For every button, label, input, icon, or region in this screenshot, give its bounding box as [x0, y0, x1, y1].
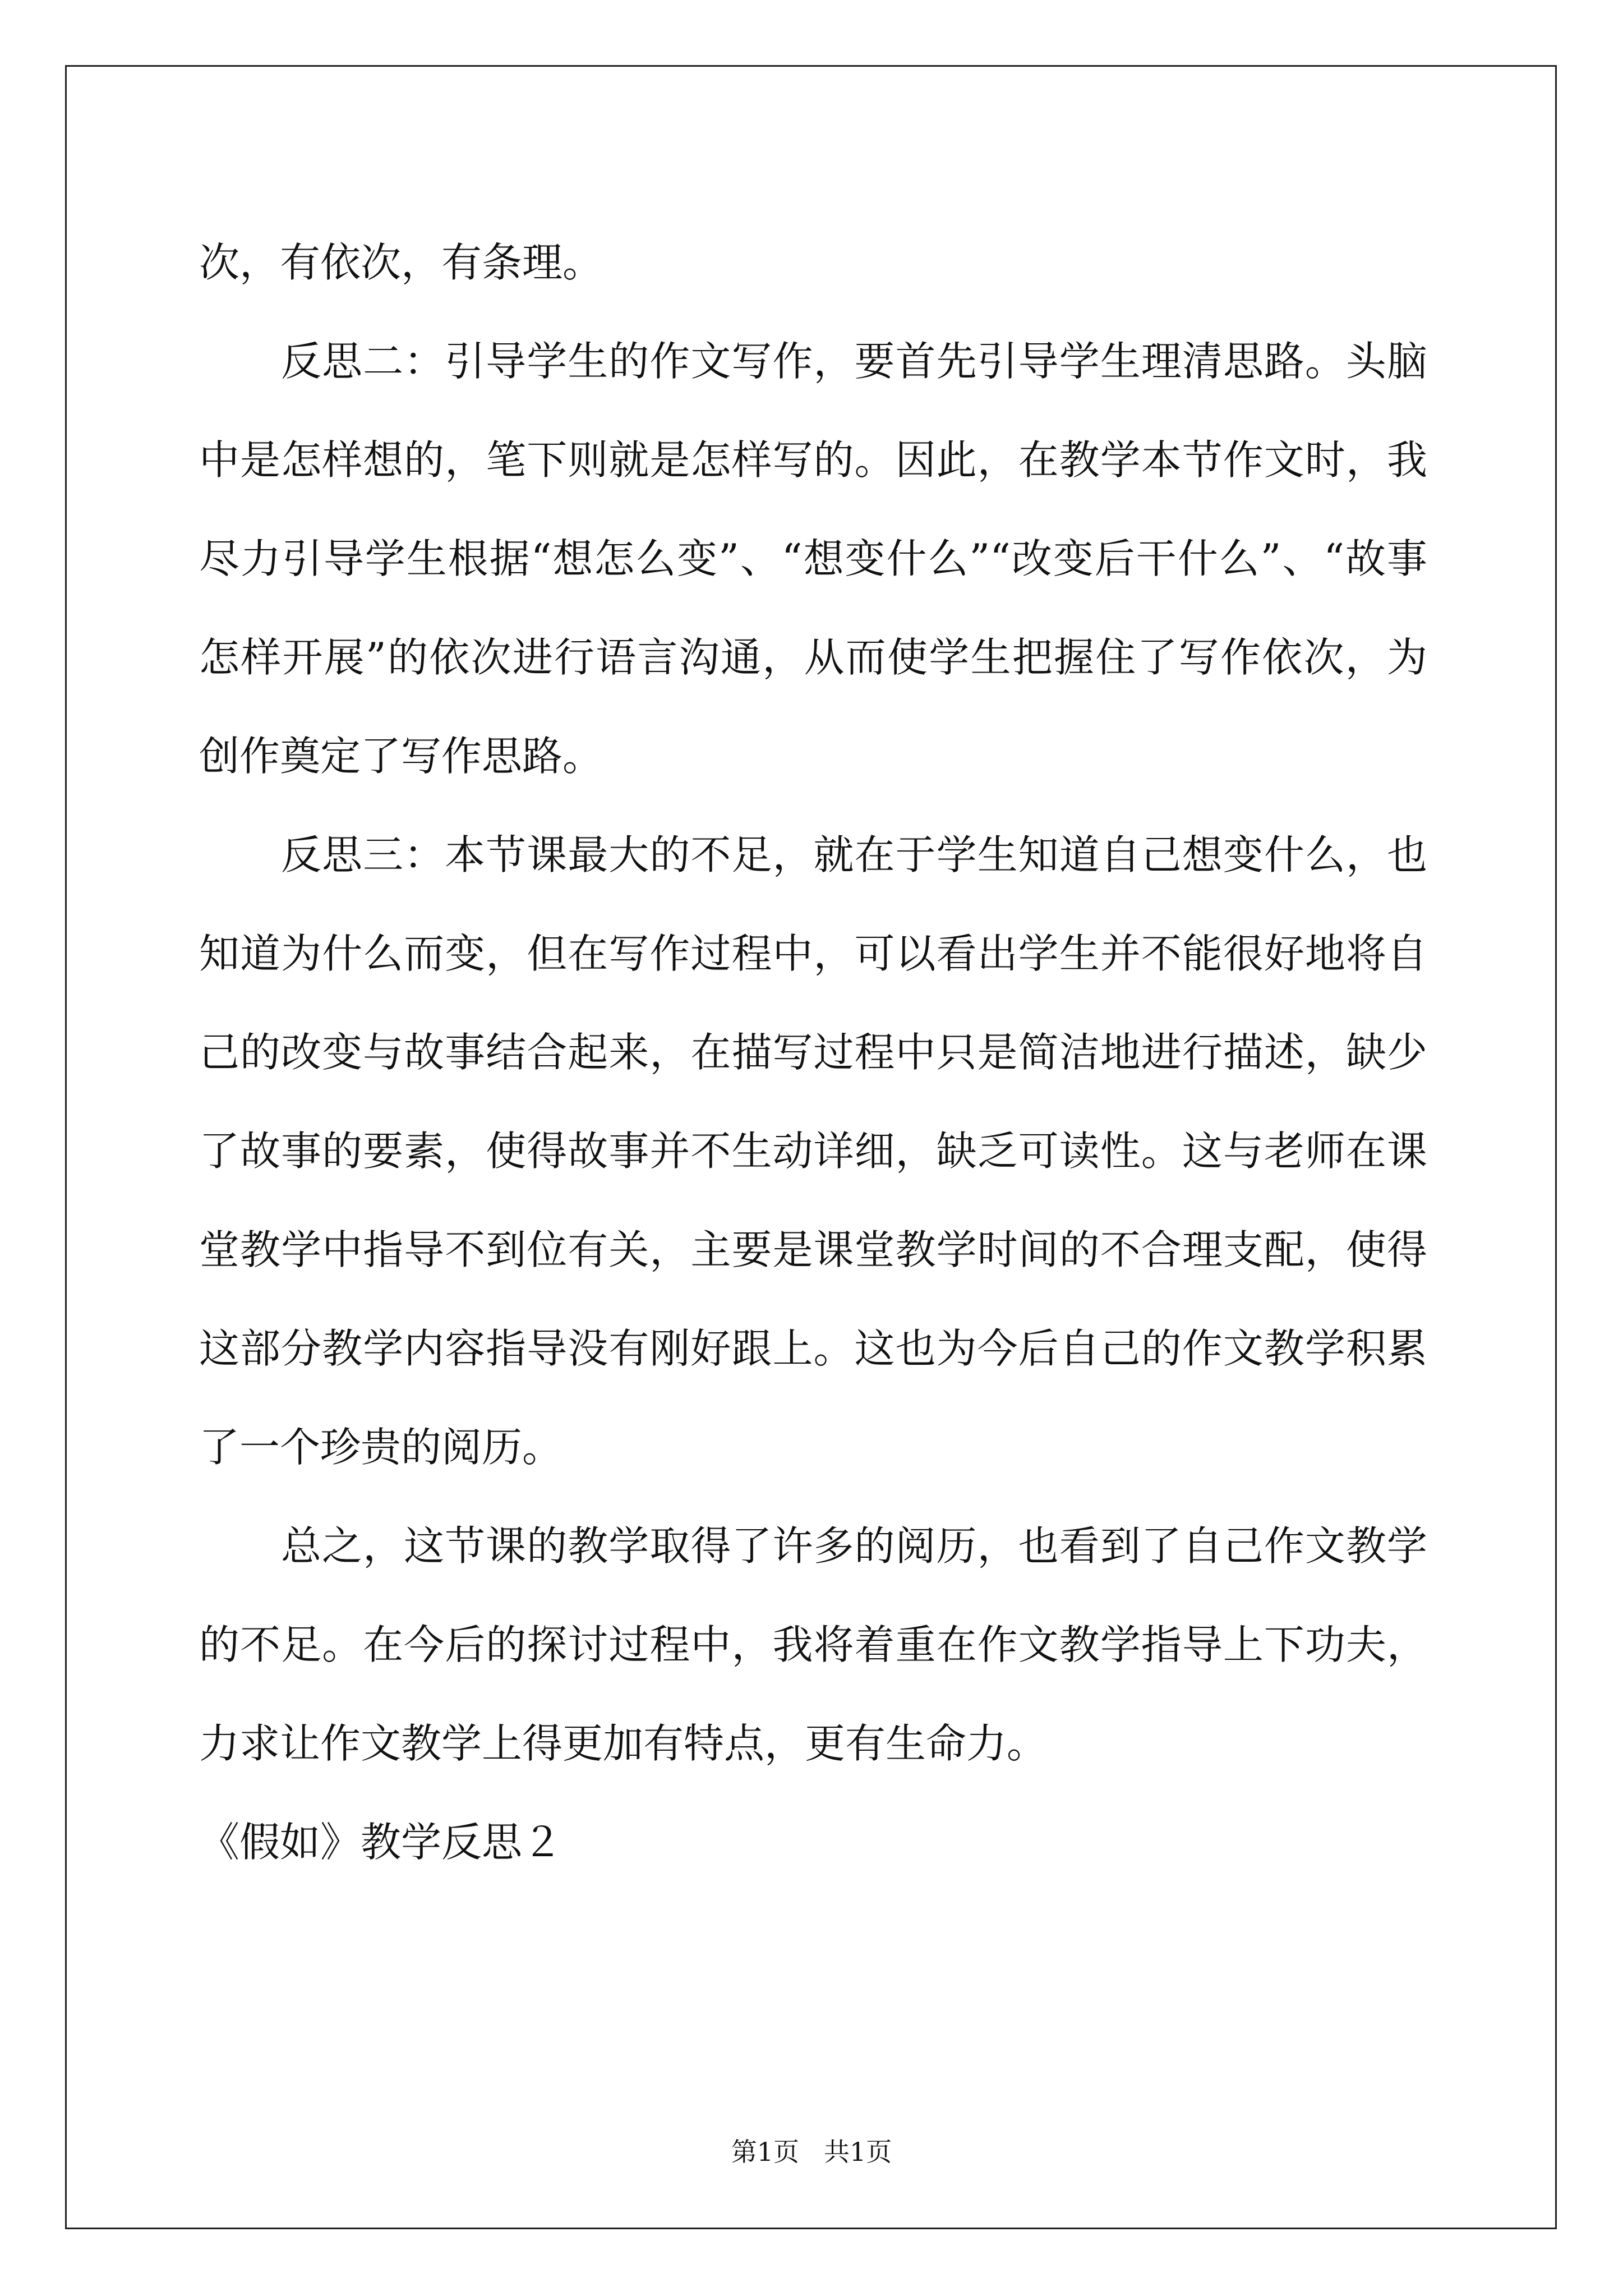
paragraph-1: 次，有依次，有条理。: [199, 239, 603, 286]
paragraph-3: 反思三：本节课最大的不足，就在于学生知道自己想变什么，也知道为什么而变，但在写作过程中，可以看出学生并不能很好地将自己的改变与故事结合起来，在描写过程中只是简洁地进行描述，缺少了故事的要素，使得故事并不生动详细，缺乏可读性。这与老师在课堂教学中指导不到位有关，主要是课堂教学时间的不合理支配，使得这部分教学内容指导没有刚好跟上。这也为今后自己的作文教学积累了一个珍贵的阅历。: [199, 831, 1427, 1471]
document-body: [199, 213, 1427, 1892]
page-number: 第1页: [731, 2137, 800, 2167]
section-heading: 《假如》教学反思２: [199, 1819, 563, 1866]
page-total: 共1页: [823, 2137, 892, 2167]
paragraph-2: 反思二：引导学生的作文写作，要首先引导学生理清思路。头脑中是怎样想的，笔下则就是怎样写的。因此，在教学本节作文时，我尽力引导学生根据“想怎么变”、“想变什么”“改变后干什么”、“故事怎样开展”的依次进行语言沟通，从而使学生把握住了写作依次，为创作奠定了写作思路。: [199, 338, 1427, 780]
paragraph-4: 总之，这节课的教学取得了许多的阅历，也看到了自己作文教学的不足。在今后的探讨过程中，我将着重在作文教学指导上下功夫，力求让作文教学上得更加有特点，更有生命力。: [199, 1522, 1427, 1767]
page-footer: [0, 2135, 1623, 2169]
